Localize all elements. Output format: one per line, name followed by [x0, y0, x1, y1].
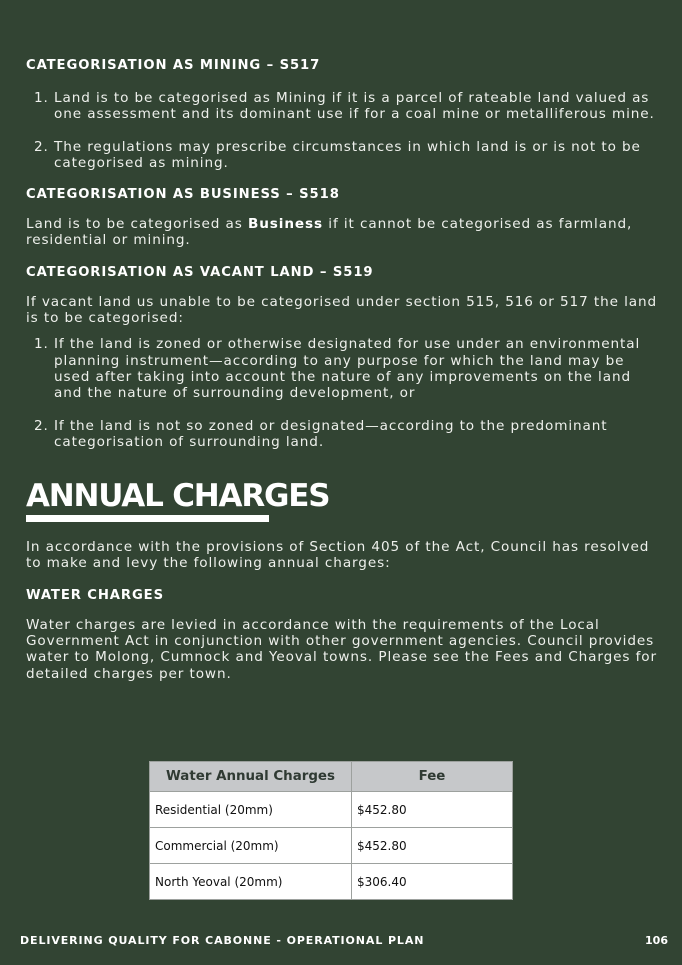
- water-charges-heading: WATER CHARGES: [26, 587, 164, 603]
- mining-list: [34, 90, 658, 171]
- vacant-heading: CATEGORISATION AS VACANT LAND – S519: [26, 264, 374, 280]
- business-paragraph: [26, 216, 658, 249]
- business-heading: CATEGORISATION AS BUSINESS – S518: [26, 187, 340, 203]
- page-content: [26, 58, 658, 682]
- water-charges-paragraph: Water charges are levied in accordance with the requirements of the Local Government Act in conjunction with other government agencies. Council provides water to Molong, Cumnock and Yeoval towns. Please see the Fees and Charges for detailed charges per town.: [26, 616, 658, 682]
- business-text-bold: Business: [247, 216, 324, 233]
- list-text: Land is to be categorised as Mining if it is a parcel of rateable land valued as one assessment and its dominant use if for a coal mine or metalliferous mine.: [54, 90, 655, 123]
- table-cell: Residential (20mm): [150, 792, 352, 828]
- table-cell: $452.80: [352, 792, 513, 828]
- annual-charges-heading: ANNUAL CHARGES: [26, 478, 330, 515]
- footer-title: DELIVERING QUALITY FOR CABONNE - OPERATIONAL PLAN: [20, 934, 425, 947]
- list-item: [34, 90, 658, 123]
- vacant-intro: If vacant land us unable to be categorised under section 515, 516 or 517 the land is to be categorised:: [26, 293, 658, 327]
- list-text: If the land is zoned or otherwise designated for use under an environmental planning instrument—according to any purpose for which the land may be used after taking into account the nature of any improvements on the land and the nature of surrounding development, or: [54, 336, 641, 402]
- list-item: [34, 336, 658, 401]
- annual-intro: In accordance with the provisions of Section 405 of the Act, Council has resolved to make and levy the following annual charges:: [26, 539, 650, 572]
- list-item: [34, 418, 658, 451]
- list-number: 2.: [34, 417, 49, 434]
- page-number: 106: [645, 934, 668, 947]
- list-number: 1.: [34, 90, 49, 106]
- table-cell: North Yeoval (20mm): [150, 864, 352, 900]
- vacant-list: [34, 336, 658, 450]
- table-header-cell: Fee: [352, 762, 513, 792]
- business-text-before: Land is to be categorised as: [26, 216, 248, 233]
- table-cell: $452.80: [352, 828, 513, 864]
- table-header-row: [150, 762, 513, 792]
- table-cell: Commercial (20mm): [150, 828, 352, 864]
- table-row: [150, 864, 513, 900]
- mining-heading: CATEGORISATION AS MINING – S517: [26, 58, 321, 73]
- water-charges-table: [149, 761, 513, 900]
- list-number: 2.: [34, 138, 49, 155]
- table-row: [150, 828, 513, 864]
- list-number: 1.: [34, 336, 49, 353]
- list-text: The regulations may prescribe circumstances in which land is or is not to be categorised as mining.: [54, 138, 641, 171]
- list-item: [34, 139, 658, 172]
- table-header-cell: Water Annual Charges: [150, 762, 352, 792]
- table-cell: $306.40: [352, 864, 513, 900]
- list-text: If the land is not so zoned or designated—according to the predominant categorisation of surrounding land.: [54, 417, 608, 450]
- table-row: [150, 792, 513, 828]
- heading-underline: [26, 515, 269, 522]
- business-text-after: if it cannot be categorised as farmland, residential or mining.: [26, 216, 633, 249]
